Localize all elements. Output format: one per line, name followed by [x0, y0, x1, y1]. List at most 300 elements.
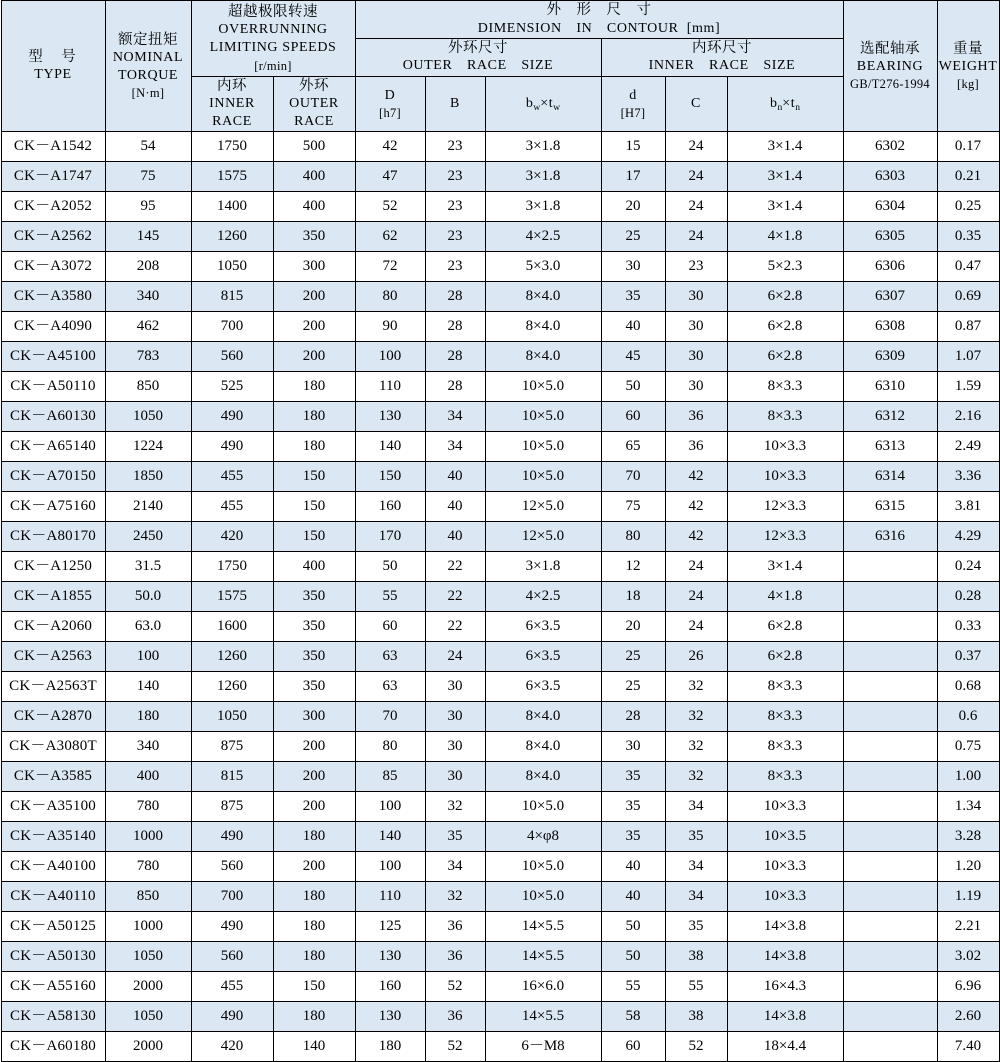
row-dim-bn-tn: 3×1.4 [727, 162, 843, 192]
row-dim-B: 35 [425, 822, 485, 852]
row-dim-B: 30 [425, 702, 485, 732]
row-dim-d: 25 [601, 642, 665, 672]
row-bearing [843, 1032, 937, 1062]
row-nominal-torque: 50.0 [105, 582, 191, 612]
row-dim-d: 58 [601, 1002, 665, 1032]
row-bearing [843, 642, 937, 672]
row-dim-bw-tw: 12×5.0 [485, 492, 601, 522]
row-speed-outer: 350 [273, 582, 355, 612]
row-dim-d: 35 [601, 282, 665, 312]
row-speed-inner: 1050 [191, 702, 273, 732]
header-type: 型 号 TYPE [1, 1, 105, 132]
table-row [1, 372, 999, 402]
table-row [1, 432, 999, 462]
header-inner-race-size: 内环尺寸 INNER RACE SIZE [601, 38, 843, 76]
row-dim-bn-tn: 3×1.4 [727, 132, 843, 162]
row-dim-C: 30 [665, 282, 727, 312]
row-speed-outer: 180 [273, 822, 355, 852]
row-dim-D: 140 [355, 432, 425, 462]
row-dim-C: 55 [665, 972, 727, 1002]
row-dim-d: 55 [601, 972, 665, 1002]
row-dim-B: 28 [425, 342, 485, 372]
row-weight: 0.21 [937, 162, 999, 192]
row-dim-D: 130 [355, 942, 425, 972]
row-type: CK－A50130 [1, 942, 105, 972]
row-dim-bw-tw: 12×5.0 [485, 522, 601, 552]
row-weight: 0.75 [937, 732, 999, 762]
row-dim-d: 30 [601, 732, 665, 762]
row-dim-bw-tw: 14×5.5 [485, 942, 601, 972]
row-nominal-torque: 145 [105, 222, 191, 252]
row-nominal-torque: 100 [105, 642, 191, 672]
row-bearing: 6314 [843, 462, 937, 492]
table-body [1, 132, 999, 1062]
row-dim-bn-tn: 8×3.3 [727, 762, 843, 792]
row-dim-D: 80 [355, 732, 425, 762]
row-dim-C: 52 [665, 1032, 727, 1062]
row-speed-outer: 150 [273, 492, 355, 522]
row-dim-d: 70 [601, 462, 665, 492]
row-dim-d: 65 [601, 432, 665, 462]
row-nominal-torque: 54 [105, 132, 191, 162]
row-weight: 0.28 [937, 582, 999, 612]
row-nominal-torque: 850 [105, 372, 191, 402]
row-dim-B: 23 [425, 162, 485, 192]
row-dim-bn-tn: 8×3.3 [727, 732, 843, 762]
row-dim-bn-tn: 6×2.8 [727, 312, 843, 342]
header-col-bw-tw: $b_w\times t_w$ [485, 76, 601, 132]
row-nominal-torque: 1000 [105, 912, 191, 942]
row-nominal-torque: 783 [105, 342, 191, 372]
row-dim-bw-tw: 10×5.0 [485, 852, 601, 882]
row-speed-outer: 350 [273, 672, 355, 702]
row-weight: 1.19 [937, 882, 999, 912]
table-row [1, 792, 999, 822]
row-type: CK－A3072 [1, 252, 105, 282]
row-dim-C: 24 [665, 132, 727, 162]
row-weight: 0.25 [937, 192, 999, 222]
row-speed-inner: 1575 [191, 162, 273, 192]
row-dim-C: 42 [665, 462, 727, 492]
row-nominal-torque: 63.0 [105, 612, 191, 642]
row-dim-bw-tw: 10×5.0 [485, 882, 601, 912]
row-dim-C: 42 [665, 492, 727, 522]
row-dim-C: 32 [665, 672, 727, 702]
row-dim-B: 23 [425, 132, 485, 162]
table-row [1, 972, 999, 1002]
row-dim-d: 50 [601, 912, 665, 942]
row-dim-bn-tn: 10×3.5 [727, 822, 843, 852]
row-bearing: 6307 [843, 282, 937, 312]
row-type: CK－A58130 [1, 1002, 105, 1032]
specification-table [1, 0, 1000, 1062]
row-dim-C: 34 [665, 882, 727, 912]
row-speed-outer: 150 [273, 972, 355, 1002]
row-speed-inner: 1575 [191, 582, 273, 612]
row-dim-B: 34 [425, 432, 485, 462]
row-type: CK－A50110 [1, 372, 105, 402]
row-dim-B: 34 [425, 402, 485, 432]
row-nominal-torque: 1000 [105, 822, 191, 852]
row-bearing: 6313 [843, 432, 937, 462]
row-bearing [843, 792, 937, 822]
row-nominal-torque: 2000 [105, 972, 191, 1002]
row-speed-inner: 560 [191, 342, 273, 372]
row-dim-bw-tw: 8×4.0 [485, 762, 601, 792]
table-row [1, 702, 999, 732]
row-dim-bn-tn: 6×2.8 [727, 642, 843, 672]
row-nominal-torque: 2000 [105, 1032, 191, 1062]
row-bearing [843, 702, 937, 732]
row-dim-D: 60 [355, 612, 425, 642]
row-dim-bw-tw: 10×5.0 [485, 792, 601, 822]
row-speed-outer: 350 [273, 612, 355, 642]
row-dim-B: 22 [425, 612, 485, 642]
row-dim-D: 110 [355, 372, 425, 402]
row-dim-bw-tw: 6×3.5 [485, 612, 601, 642]
row-dim-B: 23 [425, 222, 485, 252]
row-speed-outer: 400 [273, 192, 355, 222]
row-dim-bw-tw: 6×3.5 [485, 642, 601, 672]
row-dim-bw-tw: 14×5.5 [485, 912, 601, 942]
row-nominal-torque: 1224 [105, 432, 191, 462]
row-type: CK－A3580 [1, 282, 105, 312]
row-dim-bw-tw: 8×4.0 [485, 702, 601, 732]
row-type: CK－A80170 [1, 522, 105, 552]
header-nominal-torque: 额定扭矩 NOMINAL TORQUE [N·m] [105, 1, 191, 132]
row-dim-C: 24 [665, 582, 727, 612]
row-dim-bn-tn: 6×2.8 [727, 282, 843, 312]
table-row [1, 822, 999, 852]
row-speed-inner: 1750 [191, 552, 273, 582]
table-row [1, 522, 999, 552]
row-speed-inner: 1750 [191, 132, 273, 162]
row-dim-bn-tn: 5×2.3 [727, 252, 843, 282]
row-dim-d: 80 [601, 522, 665, 552]
table-row [1, 1002, 999, 1032]
row-speed-outer: 180 [273, 942, 355, 972]
row-speed-inner: 490 [191, 432, 273, 462]
row-bearing [843, 672, 937, 702]
row-dim-D: 55 [355, 582, 425, 612]
row-type: CK－A4090 [1, 312, 105, 342]
header-weight: 重量 WEIGHT [kg] [937, 1, 999, 132]
row-dim-C: 38 [665, 942, 727, 972]
row-weight: 0.69 [937, 282, 999, 312]
table-row [1, 912, 999, 942]
row-dim-bn-tn: 3×1.4 [727, 552, 843, 582]
row-dim-B: 40 [425, 492, 485, 522]
row-nominal-torque: 2450 [105, 522, 191, 552]
row-type: CK－A50125 [1, 912, 105, 942]
row-speed-inner: 815 [191, 762, 273, 792]
row-dim-D: 63 [355, 642, 425, 672]
header-overrunning-speeds: 超越极限转速 OVERRUNNING LIMITING SPEEDS [r/min] [191, 1, 355, 77]
row-dim-d: 35 [601, 762, 665, 792]
row-speed-outer: 300 [273, 702, 355, 732]
row-dim-d: 60 [601, 402, 665, 432]
row-speed-outer: 400 [273, 162, 355, 192]
row-dim-bn-tn: 12×3.3 [727, 492, 843, 522]
row-nominal-torque: 340 [105, 732, 191, 762]
row-nominal-torque: 1050 [105, 942, 191, 972]
row-dim-d: 35 [601, 822, 665, 852]
row-bearing [843, 972, 937, 1002]
row-dim-d: 25 [601, 672, 665, 702]
row-type: CK－A2562 [1, 222, 105, 252]
row-speed-outer: 200 [273, 342, 355, 372]
row-dim-D: 63 [355, 672, 425, 702]
row-bearing: 6310 [843, 372, 937, 402]
row-dim-bw-tw: 10×5.0 [485, 402, 601, 432]
row-dim-bw-tw: 3×1.8 [485, 132, 601, 162]
table-row [1, 732, 999, 762]
row-nominal-torque: 850 [105, 882, 191, 912]
row-dim-d: 60 [601, 1032, 665, 1062]
row-bearing [843, 942, 937, 972]
table-row [1, 222, 999, 252]
row-bearing [843, 552, 937, 582]
row-weight: 0.47 [937, 252, 999, 282]
row-speed-inner: 490 [191, 402, 273, 432]
row-type: CK－A3080T [1, 732, 105, 762]
row-nominal-torque: 1050 [105, 402, 191, 432]
row-speed-inner: 1260 [191, 642, 273, 672]
row-dim-C: 26 [665, 642, 727, 672]
row-dim-d: 35 [601, 792, 665, 822]
row-speed-inner: 1600 [191, 612, 273, 642]
row-dim-d: 45 [601, 342, 665, 372]
row-weight: 2.49 [937, 432, 999, 462]
row-dim-D: 110 [355, 882, 425, 912]
row-type: CK－A65140 [1, 432, 105, 462]
table-row [1, 852, 999, 882]
row-speed-inner: 1260 [191, 672, 273, 702]
row-dim-C: 24 [665, 222, 727, 252]
header-outer-race-size: 外环尺寸 OUTER RACE SIZE [355, 38, 601, 76]
row-speed-outer: 350 [273, 222, 355, 252]
row-dim-bw-tw: 10×5.0 [485, 462, 601, 492]
row-speed-inner: 455 [191, 972, 273, 1002]
row-dim-bw-tw: 6－M8 [485, 1032, 601, 1062]
row-type: CK－A55160 [1, 972, 105, 1002]
row-dim-B: 36 [425, 942, 485, 972]
row-dim-B: 23 [425, 252, 485, 282]
row-dim-C: 24 [665, 612, 727, 642]
row-speed-inner: 1400 [191, 192, 273, 222]
table-row [1, 582, 999, 612]
row-weight: 0.87 [937, 312, 999, 342]
row-weight: 0.24 [937, 552, 999, 582]
row-dim-d: 18 [601, 582, 665, 612]
row-dim-C: 36 [665, 402, 727, 432]
row-dim-d: 40 [601, 312, 665, 342]
row-weight: 7.40 [937, 1032, 999, 1062]
row-nominal-torque: 780 [105, 852, 191, 882]
row-dim-D: 85 [355, 762, 425, 792]
table-row [1, 762, 999, 792]
row-nominal-torque: 75 [105, 162, 191, 192]
row-dim-D: 125 [355, 912, 425, 942]
table-row [1, 642, 999, 672]
row-weight: 1.34 [937, 792, 999, 822]
row-speed-inner: 815 [191, 282, 273, 312]
row-type: CK－A70150 [1, 462, 105, 492]
row-speed-outer: 150 [273, 522, 355, 552]
table-row [1, 192, 999, 222]
row-bearing [843, 912, 937, 942]
row-dim-B: 32 [425, 792, 485, 822]
row-dim-B: 24 [425, 642, 485, 672]
row-nominal-torque: 462 [105, 312, 191, 342]
row-dim-d: 40 [601, 882, 665, 912]
row-weight: 0.17 [937, 132, 999, 162]
row-weight: 4.29 [937, 522, 999, 552]
row-dim-C: 34 [665, 852, 727, 882]
row-speed-outer: 200 [273, 762, 355, 792]
row-dim-d: 50 [601, 942, 665, 972]
row-bearing: 6309 [843, 342, 937, 372]
row-dim-bw-tw: 10×5.0 [485, 432, 601, 462]
row-dim-B: 30 [425, 762, 485, 792]
row-dim-d: 50 [601, 372, 665, 402]
table-row [1, 882, 999, 912]
row-dim-C: 35 [665, 912, 727, 942]
header-speed-outer-race: 外环 OUTER RACE [273, 76, 355, 132]
row-bearing: 6302 [843, 132, 937, 162]
row-type: CK－A35140 [1, 822, 105, 852]
row-dim-D: 130 [355, 1002, 425, 1032]
row-nominal-torque: 780 [105, 792, 191, 822]
row-speed-inner: 455 [191, 462, 273, 492]
row-speed-inner: 420 [191, 522, 273, 552]
row-dim-D: 50 [355, 552, 425, 582]
row-dim-D: 42 [355, 132, 425, 162]
row-dim-bn-tn: 14×3.8 [727, 942, 843, 972]
row-dim-bn-tn: 12×3.3 [727, 522, 843, 552]
row-speed-outer: 150 [273, 462, 355, 492]
row-dim-B: 30 [425, 672, 485, 702]
row-dim-bw-tw: 5×3.0 [485, 252, 601, 282]
row-weight: 3.28 [937, 822, 999, 852]
row-bearing [843, 882, 937, 912]
row-dim-bn-tn: 8×3.3 [727, 672, 843, 702]
row-speed-inner: 560 [191, 942, 273, 972]
table-row [1, 132, 999, 162]
row-dim-d: 17 [601, 162, 665, 192]
row-speed-inner: 700 [191, 882, 273, 912]
row-nominal-torque: 1050 [105, 1002, 191, 1032]
row-type: CK－A60180 [1, 1032, 105, 1062]
row-dim-B: 22 [425, 552, 485, 582]
row-speed-outer: 200 [273, 282, 355, 312]
row-nominal-torque: 95 [105, 192, 191, 222]
header-col-B: B [425, 76, 485, 132]
row-type: CK－A40110 [1, 882, 105, 912]
row-dim-bn-tn: 8×3.3 [727, 372, 843, 402]
row-dim-d: 25 [601, 222, 665, 252]
row-weight: 2.60 [937, 1002, 999, 1032]
row-speed-inner: 490 [191, 1002, 273, 1032]
row-dim-D: 180 [355, 1032, 425, 1062]
row-weight: 0.33 [937, 612, 999, 642]
row-speed-outer: 200 [273, 792, 355, 822]
row-weight: 0.68 [937, 672, 999, 702]
row-dim-B: 36 [425, 912, 485, 942]
row-nominal-torque: 2140 [105, 492, 191, 522]
row-dim-C: 30 [665, 342, 727, 372]
row-dim-d: 75 [601, 492, 665, 522]
row-bearing: 6303 [843, 162, 937, 192]
row-speed-outer: 180 [273, 882, 355, 912]
row-type: CK－A40100 [1, 852, 105, 882]
row-dim-bw-tw: 8×4.0 [485, 732, 601, 762]
row-speed-outer: 180 [273, 432, 355, 462]
row-dim-bw-tw: 3×1.8 [485, 552, 601, 582]
row-dim-bn-tn: 8×3.3 [727, 402, 843, 432]
row-speed-inner: 420 [191, 1032, 273, 1062]
row-dim-bn-tn: 14×3.8 [727, 912, 843, 942]
row-dim-bw-tw: 3×1.8 [485, 192, 601, 222]
table-row [1, 342, 999, 372]
row-weight: 3.81 [937, 492, 999, 522]
row-dim-B: 34 [425, 852, 485, 882]
row-type: CK－A1250 [1, 552, 105, 582]
row-type: CK－A60130 [1, 402, 105, 432]
row-dim-B: 28 [425, 282, 485, 312]
header-col-d: d [H7] [601, 76, 665, 132]
row-bearing: 6312 [843, 402, 937, 432]
row-dim-C: 36 [665, 432, 727, 462]
row-bearing [843, 732, 937, 762]
row-nominal-torque: 31.5 [105, 552, 191, 582]
row-dim-C: 24 [665, 192, 727, 222]
row-dim-D: 62 [355, 222, 425, 252]
row-dim-bn-tn: 10×3.3 [727, 462, 843, 492]
row-speed-outer: 200 [273, 732, 355, 762]
row-type: CK－A35100 [1, 792, 105, 822]
header-speed-inner-race: 内环 INNER RACE [191, 76, 273, 132]
row-type: CK－A1747 [1, 162, 105, 192]
row-dim-d: 40 [601, 852, 665, 882]
row-dim-bn-tn: 3×1.4 [727, 192, 843, 222]
row-type: CK－A2563T [1, 672, 105, 702]
table-row [1, 252, 999, 282]
table-row [1, 492, 999, 522]
row-speed-outer: 400 [273, 552, 355, 582]
row-dim-D: 72 [355, 252, 425, 282]
row-speed-outer: 180 [273, 402, 355, 432]
row-dim-d: 30 [601, 252, 665, 282]
row-dim-B: 30 [425, 732, 485, 762]
row-weight: 0.37 [937, 642, 999, 672]
row-weight: 1.00 [937, 762, 999, 792]
table-row [1, 1032, 999, 1062]
table-row [1, 162, 999, 192]
row-dim-bw-tw: 8×4.0 [485, 282, 601, 312]
row-bearing [843, 852, 937, 882]
row-dim-D: 170 [355, 522, 425, 552]
row-bearing: 6304 [843, 192, 937, 222]
row-weight: 2.21 [937, 912, 999, 942]
row-nominal-torque: 208 [105, 252, 191, 282]
row-dim-d: 28 [601, 702, 665, 732]
row-bearing [843, 762, 937, 792]
row-dim-C: 30 [665, 372, 727, 402]
row-dim-D: 160 [355, 972, 425, 1002]
row-dim-C: 23 [665, 252, 727, 282]
table-row [1, 312, 999, 342]
